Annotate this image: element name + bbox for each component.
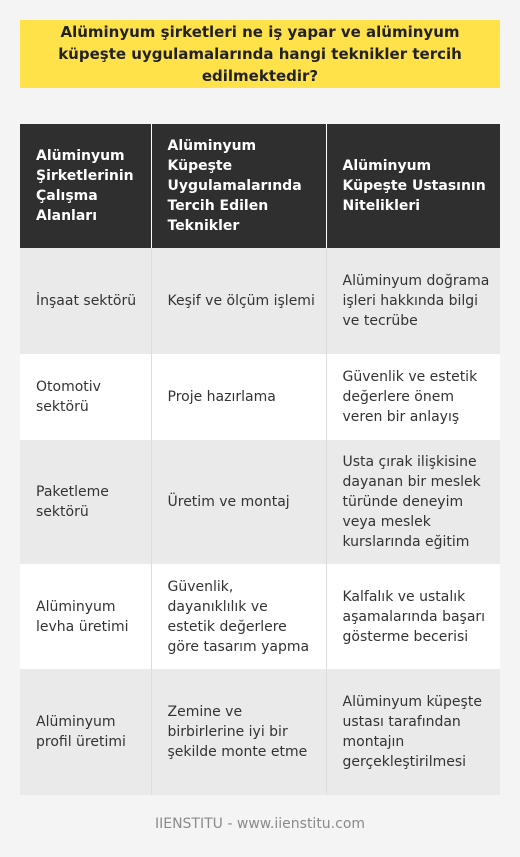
table-row <box>20 564 500 669</box>
table-header-row <box>20 124 500 248</box>
table-cell: Alüminyum levha üretimi <box>20 564 151 669</box>
title-banner <box>20 20 500 88</box>
column-header-company-areas: Alüminyum Şirketlerinin Çalışma Alanları <box>20 124 151 248</box>
table-cell: Güvenlik, dayanıklılık ve estetik değerlere göre tasarım yapma <box>151 564 326 669</box>
table-cell: İnşaat sektörü <box>20 248 151 354</box>
table-row <box>20 440 500 564</box>
column-header-techniques: Alüminyum Küpeşte Uygulamalarında Tercih Edilen Teknikler <box>151 124 326 248</box>
table-cell: Kalfalık ve ustalık aşamalarında başarı gösterme becerisi <box>326 564 500 669</box>
comparison-table <box>20 124 500 795</box>
table-cell: Alüminyum küpeşte ustası tarafından montajın gerçekleştirilmesi <box>326 669 500 795</box>
table-row <box>20 248 500 354</box>
table-row <box>20 354 500 440</box>
page-title: Alüminyum şirketleri ne iş yapar ve alüminyum küpeşte uygulamalarında hangi teknikler tercih edilmektedir? <box>58 23 462 85</box>
table-cell: Alüminyum profil üretimi <box>20 669 151 795</box>
table-cell: Paketleme sektörü <box>20 440 151 564</box>
table-cell: Usta çırak ilişkisine dayanan bir meslek türünde deneyim veya meslek kurslarında eğitim <box>326 440 500 564</box>
table-cell: Proje hazırlama <box>151 354 326 440</box>
table-cell: Keşif ve ölçüm işlemi <box>151 248 326 354</box>
table-cell: Güvenlik ve estetik değerlere önem veren bir anlayış <box>326 354 500 440</box>
table-row <box>20 669 500 795</box>
table-cell: Zemine ve birbirlerine iyi bir şekilde monte etme <box>151 669 326 795</box>
table-cell: Alüminyum doğrama işleri hakkında bilgi ve tecrübe <box>326 248 500 354</box>
footer-credit: IIENSTITU - www.iienstitu.com <box>154 816 366 832</box>
table-cell: Otomotiv sektörü <box>20 354 151 440</box>
column-header-master-qualifications: Alüminyum Küpeşte Ustasının Nitelikleri <box>326 124 500 248</box>
table-cell: Üretim ve montaj <box>151 440 326 564</box>
